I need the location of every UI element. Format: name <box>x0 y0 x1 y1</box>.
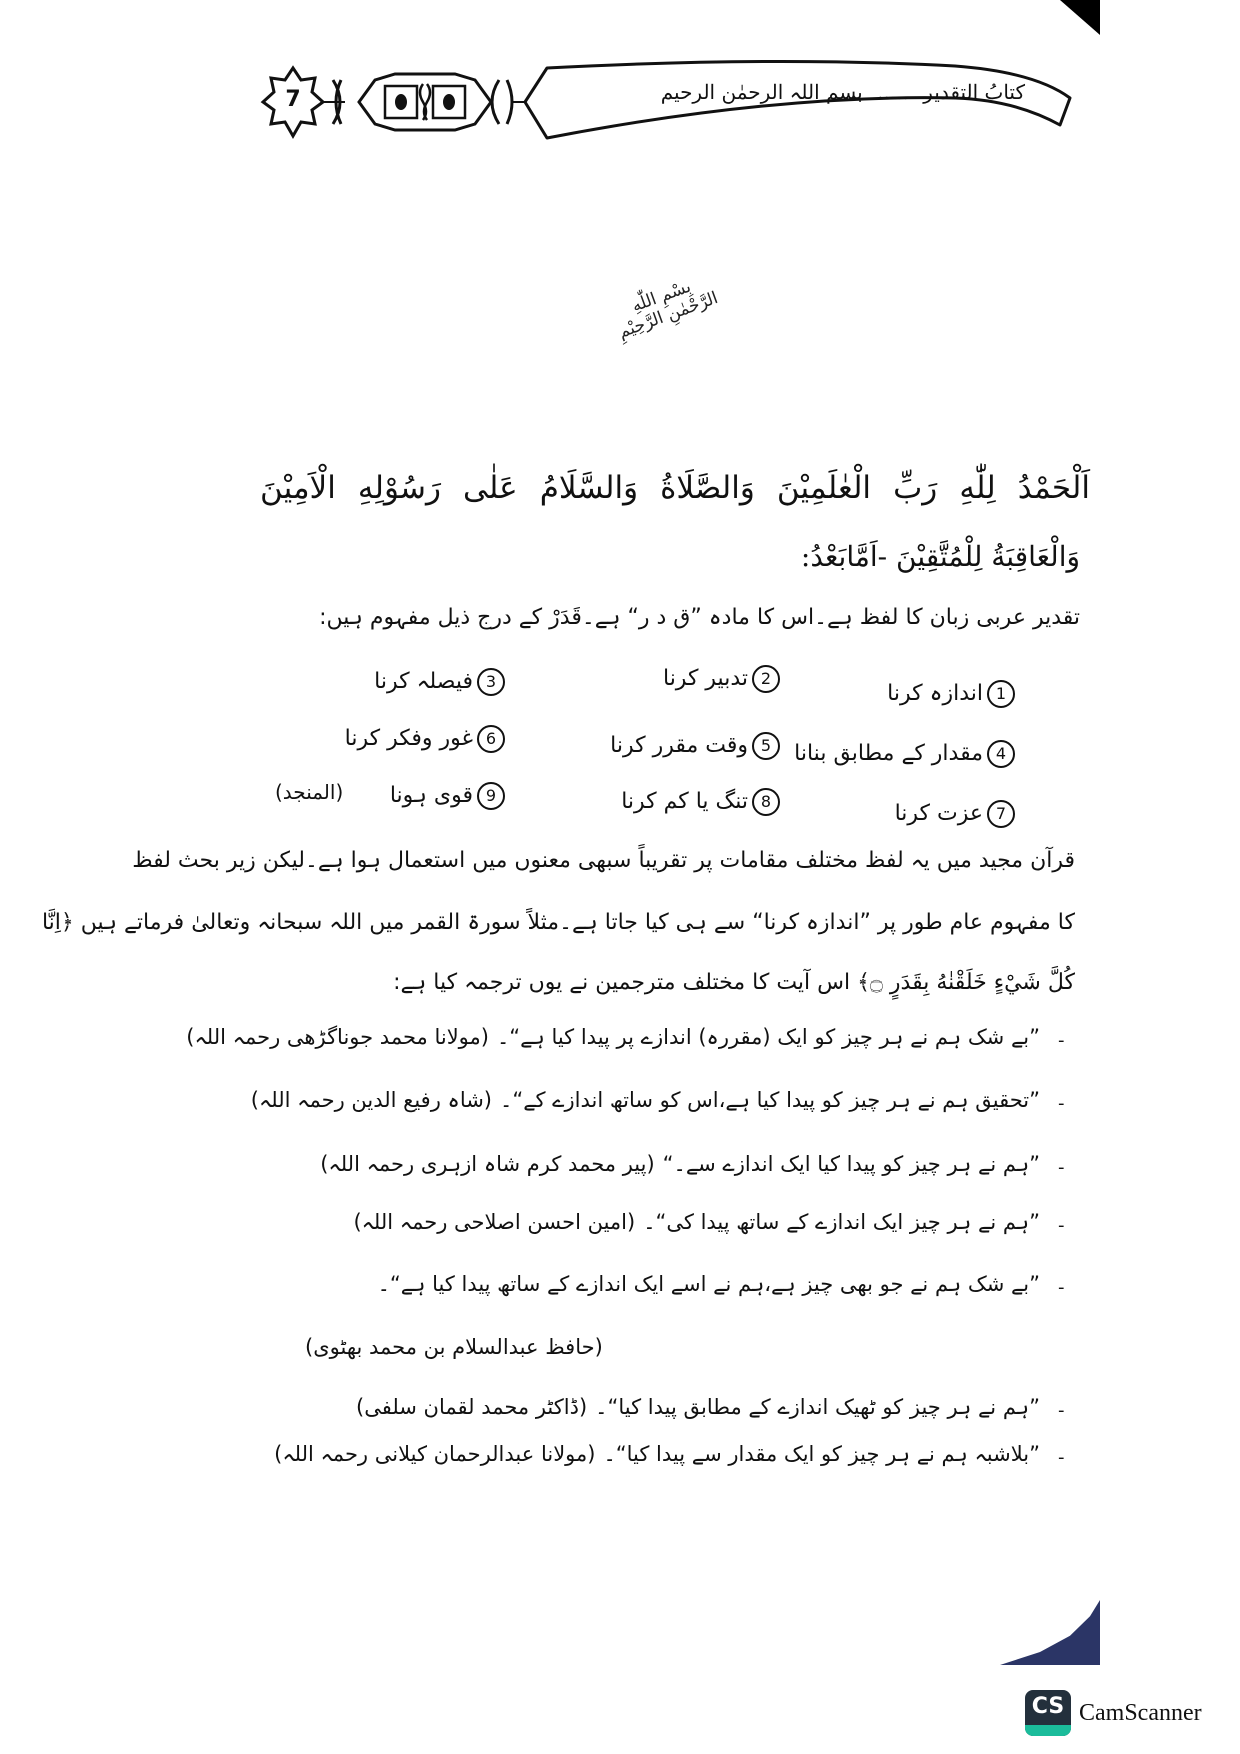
paragraph-line-2: کا مفہوم عام طور پر ”اندازہ کرنا“ سے ہی کیا جاتا ہے۔مثلاً سورۃ القمر میں اللہ سبحانہ وتعالیٰ فرماتے ہیں ﴿اِنَّا <box>41 910 1075 935</box>
translator-name: (مولانا عبدالرحمان کیلانی رحمہ اللہ) <box>274 1442 596 1466</box>
translation-item: ”بلاشبہ ہم نے ہر چیز کو ایک مقدار سے پیدا کیا“۔(مولانا عبدالرحمان کیلانی رحمہ اللہ) <box>274 1442 1040 1466</box>
translator-name: (ڈاکٹر محمد لقمان سلفی) <box>356 1395 588 1419</box>
scan-margin <box>1100 0 1240 1665</box>
translation-item: ”ہم نے ہر چیز کو ٹھیک اندازے کے مطابق پیدا کیا“۔(ڈاکٹر محمد لقمان سلفی) <box>356 1395 1040 1419</box>
translation-item: ”تحقیق ہم نے ہر چیز کو پیدا کیا ہے،اس کو ساتھ اندازے کے“۔(شاہ رفیع الدین رحمہ اللہ) <box>250 1088 1040 1112</box>
quran-ayah: كُلَّ شَيْءٍ خَلَقْنٰهُ بِقَدَرٍ ۝﴾ <box>857 970 1075 995</box>
meaning-item: 7عزت کرنا <box>895 800 1015 828</box>
meaning-item: 3فیصلہ کرنا <box>374 668 505 696</box>
bismillah-calligraphy: بِسْمِ اللّٰهِ الرَّحْمٰنِ الرَّحِيْمِ <box>615 276 721 343</box>
translation-item: ”بے شک ہم نے ہر چیز کو ایک (مقررہ) اندازے پر پیدا کیا ہے“۔(مولانا محمد جوناگڑھی رحمہ اللہ) <box>186 1025 1040 1049</box>
running-header <box>661 80 1025 104</box>
camscanner-logo-icon: CS <box>1025 1690 1071 1736</box>
meaning-item: 6غور وفکر کرنا <box>345 725 505 753</box>
camscanner-watermark <box>1025 1690 1202 1736</box>
list-bullet: - <box>1058 1215 1065 1236</box>
header-ornament-icon <box>255 50 1075 160</box>
translator-name: (امین احسن اصلاحی رحمہ اللہ) <box>353 1210 636 1234</box>
meaning-item: 8تنگ یا کم کرنا <box>621 788 780 816</box>
translation-item: ”بے شک ہم نے جو بھی چیز ہے،ہم نے اسے ایک اندازے کے ساتھ پیدا کیا ہے“۔ <box>377 1272 1040 1296</box>
meaning-item: 9قوی ہونا <box>390 782 505 810</box>
translator-name: (شاہ رفیع الدین رحمہ اللہ) <box>250 1088 493 1112</box>
list-bullet: - <box>1058 1447 1065 1468</box>
list-bullet: - <box>1058 1400 1065 1421</box>
list-bullet: - <box>1058 1157 1065 1178</box>
meaning-item: 5وقت مقرر کرنا <box>610 732 780 760</box>
translator-name: (حافظ عبدالسلام بن محمد بھٹوی) <box>305 1335 603 1359</box>
page-number: 7 <box>285 87 301 112</box>
book-title: کتابُ التقدیر <box>923 80 1025 104</box>
running-title: بسم اللہ الرحمٰن الرحیم <box>660 80 863 104</box>
translation-item: ”ہم نے ہر چیز ایک اندازے کے ساتھ پیدا کی“۔(امین احسن اصلاحی رحمہ اللہ) <box>353 1210 1040 1234</box>
translator-name: (پیر محمد کرم شاہ ازہری رحمہ اللہ) <box>320 1152 655 1176</box>
list-bullet: - <box>1058 1093 1065 1114</box>
page-corner-binding <box>1000 1600 1100 1665</box>
meaning-item: 1اندازہ کرنا <box>887 680 1015 708</box>
intro-line: تقدیر عربی زبان کا لفظ ہے۔اس کا مادہ ”ق د ر“ ہے۔قَدَرْ کے درج ذیل مفہوم ہیں: <box>319 605 1080 630</box>
title-separator: ..... <box>877 80 909 104</box>
translation-item: ”ہم نے ہر چیز کو پیدا کیا ایک اندازے سے۔“(پیر محمد کرم شاہ ازہری رحمہ اللہ) <box>320 1152 1040 1176</box>
arabic-opening-line-2: وَالْعَاقِبَةُ لِلْمُتَّقِيْنَ -اَمَّابَعْدُ: <box>800 540 1080 573</box>
paragraph-line-1: قرآن مجید میں یہ لفظ مختلف مقامات پر تقریباً سبھی معنوں میں استعمال ہوا ہے۔لیکن زیر بحث لفظ <box>132 848 1075 873</box>
meaning-item: 2تدبیر کرنا <box>663 665 780 693</box>
arabic-opening-line-1: اَلْحَمْدُ لِلّٰهِ رَبِّ الْعٰلَمِيْنَ وَالصَّلَاةُ وَالسَّلَامُ عَلٰى رَسُوْلِهِ الْاَمِيْنَ <box>260 470 1090 506</box>
list-bullet: - <box>1058 1030 1065 1051</box>
list-bullet: - <box>1058 1277 1065 1298</box>
page-header <box>255 50 1075 160</box>
translator-name: (مولانا محمد جوناگڑھی رحمہ اللہ) <box>186 1025 489 1049</box>
meanings-source: (المنجد) <box>275 780 344 804</box>
meaning-item: 4مقدار کے مطابق بنانا <box>794 740 1015 768</box>
camscanner-name: CamScanner <box>1079 1699 1202 1726</box>
paragraph-line-3: كُلَّ شَيْءٍ خَلَقْنٰهُ بِقَدَرٍ ۝﴾ اس آیت کا مختلف مترجمین نے یوں ترجمہ کیا ہے: <box>393 970 1075 995</box>
